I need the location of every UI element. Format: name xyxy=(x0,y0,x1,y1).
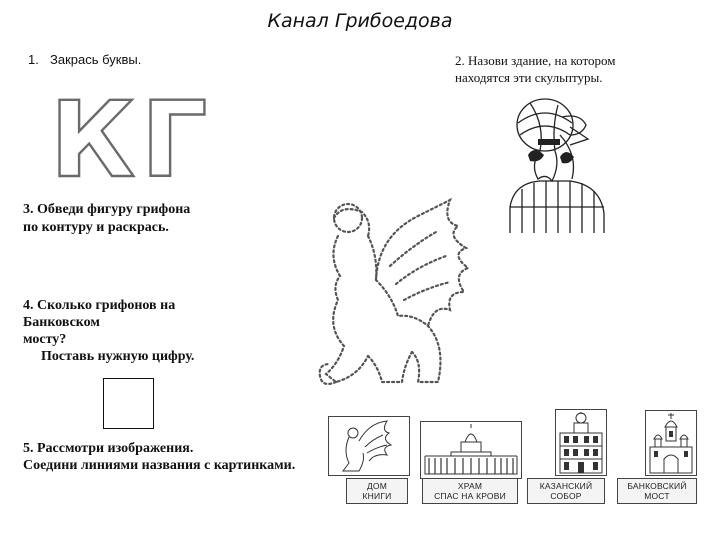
task2-instruction xyxy=(455,52,705,86)
page-title: Канал Грибоедова xyxy=(267,10,453,32)
task3-line: по контуру и раскрась. xyxy=(23,220,169,235)
caption-bankovskiy-most[interactable] xyxy=(617,478,697,504)
caption-line: ДОМ xyxy=(366,481,388,491)
caption-line: МОСТ xyxy=(644,491,670,501)
task3-line: 3. Обведи фигуру грифона xyxy=(23,202,191,217)
task4-line: мосту? xyxy=(23,332,67,347)
caption-dom-knigi[interactable] xyxy=(346,478,408,504)
task1-number: 1. xyxy=(28,52,39,67)
caption-line: КАЗАНСКИЙ xyxy=(539,481,593,491)
task2-line: 2. Назови здание, на котором xyxy=(455,53,616,68)
griffin-sculpture-drawing xyxy=(500,95,610,235)
task5-line: 5. Рассмотри изображения. xyxy=(23,441,194,456)
picture-kazan[interactable] xyxy=(420,421,522,479)
caption-kazanskiy-sobor[interactable] xyxy=(527,478,605,504)
task4-line: 4. Сколько грифонов на xyxy=(23,298,176,313)
caption-line: СПАС НА КРОВИ xyxy=(434,491,506,501)
griffin-sculpture-icon xyxy=(329,417,409,475)
dotted-griffin-outline[interactable] xyxy=(318,196,488,396)
task2-line: находятся эти скульптуры. xyxy=(455,70,603,85)
task4-line: Банковском xyxy=(23,315,100,330)
caption-line: ХРАМ xyxy=(457,481,483,491)
outline-letters[interactable] xyxy=(48,79,214,201)
caption-line: КНИГИ xyxy=(362,491,392,501)
task5-instruction xyxy=(23,440,295,474)
picture-spas-na-krovi[interactable] xyxy=(645,410,697,476)
caption-spas-na-krovi[interactable] xyxy=(422,478,518,504)
spas-na-krovi-icon xyxy=(646,411,696,475)
picture-dom-knigi[interactable] xyxy=(555,409,607,476)
caption-line: СОБОР xyxy=(550,491,582,501)
outline-letters-text[interactable]: КГ xyxy=(50,79,214,201)
answer-box[interactable] xyxy=(103,378,154,429)
dom-knigi-icon xyxy=(556,410,606,475)
task4-instruction xyxy=(23,297,194,365)
picture-griffin[interactable] xyxy=(328,416,410,476)
task5-line: Соедини линиями названия с картинками. xyxy=(23,458,296,473)
caption-line: БАНКОВСКИЙ xyxy=(627,481,687,491)
task1-text: Закрась буквы. xyxy=(50,52,142,67)
task4-line: Поставь нужную цифру. xyxy=(41,349,195,364)
task1-instruction xyxy=(28,52,141,67)
task3-instruction xyxy=(23,201,190,237)
kazan-cathedral-icon xyxy=(421,422,521,478)
